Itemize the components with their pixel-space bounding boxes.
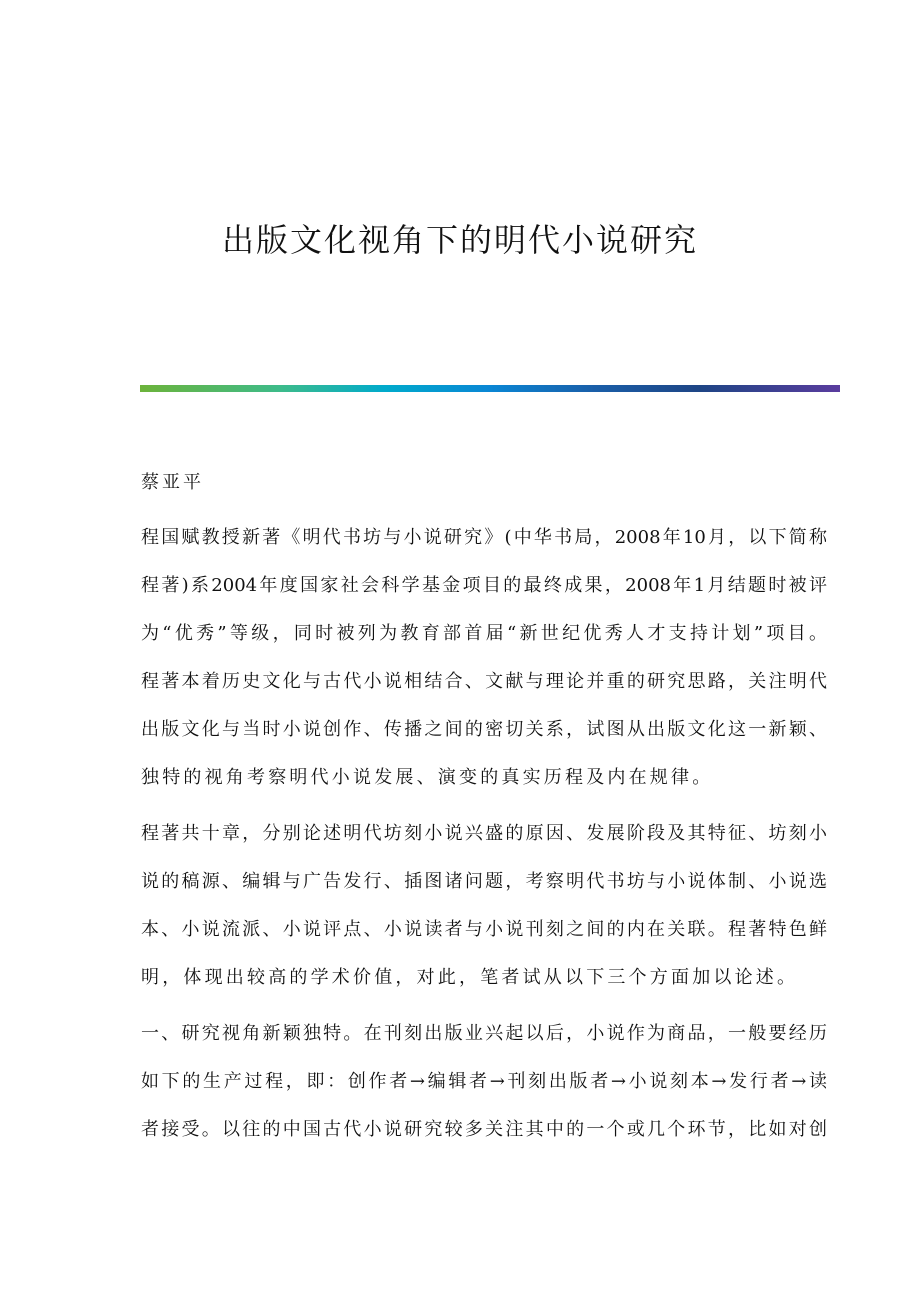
text-line: 程著)系2004年度国家社会科学基金项目的最终成果，2008年1月结题时被评 (141, 575, 827, 596)
author-name: 蔡亚平 (141, 472, 204, 493)
document-title: 出版文化视角下的明代小说研究 (221, 221, 698, 259)
text-line: 本、小说流派、小说评点、小说读者与小说刊刻之间的内在关联。程著特色鲜 (141, 919, 827, 940)
document-body (141, 514, 827, 1162)
text-line: 独特的视角考察明代小说发展、演变的真实历程及内在规律。 (141, 767, 714, 788)
text-line: 程著共十章，分别论述明代坊刻小说兴盛的原因、发展阶段及其特征、坊刻小 (141, 823, 827, 844)
text-line: 程著本着历史文化与古代小说相结合、文献与理论并重的研究思路，关注明代 (141, 671, 827, 692)
text-line: 明，体现出较高的学术价值，对此，笔者试从以下三个方面加以论述。 (141, 967, 799, 988)
text-line: 程国赋教授新著《明代书坊与小说研究》(中华书局，2008年10月，以下简称 (141, 527, 827, 548)
text-line: 者接受。以往的中国古代小说研究较多关注其中的一个或几个环节，比如对创 (141, 1119, 827, 1140)
paragraph-1 (141, 514, 827, 802)
paragraph-3 (141, 1010, 827, 1154)
text-line: 出版文化与当时小说创作、传播之间的密切关系，试图从出版文化这一新颖、 (141, 719, 827, 740)
text-line: 说的稿源、编辑与广告发行、插图诸问题，考察明代书坊与小说体制、小说选 (141, 871, 827, 892)
text-line: 一、研究视角新颖独特。在刊刻出版业兴起以后，小说作为商品，一般要经历 (141, 1023, 827, 1044)
text-line: 如下的生产过程，即：创作者→编辑者→刊刻出版者→小说刻本→发行者→读 (141, 1071, 827, 1092)
text-line: 为“优秀”等级，同时被列为教育部首届“新世纪优秀人才支持计划”项目。 (141, 623, 827, 644)
gradient-divider-bar (140, 385, 840, 392)
paragraph-2 (141, 810, 827, 1002)
